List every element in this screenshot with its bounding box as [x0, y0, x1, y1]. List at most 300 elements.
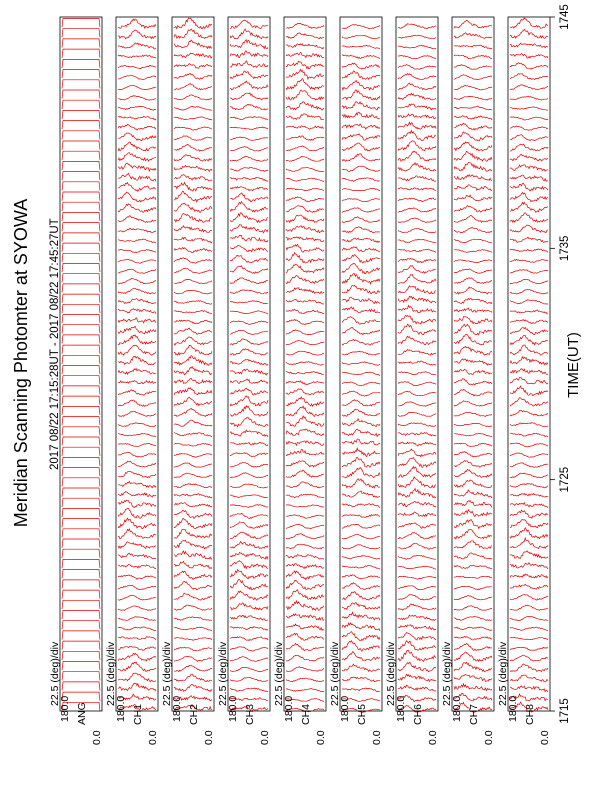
panel-channel-name: ANG — [76, 702, 88, 725]
scan-trace — [62, 315, 100, 324]
scan-trace — [286, 264, 324, 273]
panel-frame — [60, 17, 102, 711]
panel-y-bottom-label: 0.0 — [483, 730, 495, 745]
scan-trace — [342, 362, 380, 366]
scan-trace — [342, 238, 380, 243]
panel-scale-label: 22.5 (deg)/div — [385, 641, 397, 706]
scan-trace — [454, 510, 492, 517]
scan-trace — [454, 684, 492, 691]
scan-trace — [174, 18, 212, 29]
x-tick-label: 1735 — [559, 235, 571, 262]
scan-trace — [454, 520, 492, 529]
scan-trace — [342, 439, 380, 445]
scan-trace — [454, 553, 492, 559]
scan-trace — [118, 163, 156, 171]
scan-trace — [174, 175, 212, 181]
scan-trace — [62, 141, 100, 150]
scan-trace — [230, 603, 268, 610]
scan-trace — [510, 85, 548, 90]
x-tick-label: 1745 — [559, 4, 571, 30]
scan-trace — [62, 457, 100, 466]
scan-trace — [230, 463, 268, 468]
scan-trace — [118, 575, 156, 580]
scan-trace — [398, 412, 436, 416]
scan-trace — [118, 390, 156, 395]
scan-trace — [454, 151, 492, 161]
scan-trace — [398, 433, 436, 437]
panel-ch2 — [161, 17, 215, 745]
scan-trace — [62, 121, 100, 130]
scan-trace — [342, 45, 380, 48]
scan-trace — [118, 106, 156, 110]
scan-trace — [510, 154, 548, 161]
scan-trace — [286, 643, 324, 650]
scan-trace — [342, 409, 380, 416]
scan-trace — [510, 664, 548, 672]
scan-trace — [398, 46, 436, 49]
scan-trace — [62, 90, 100, 99]
scan-trace — [230, 278, 268, 284]
scan-trace — [398, 258, 436, 262]
scan-trace — [454, 227, 492, 233]
scan-trace — [230, 637, 268, 641]
scan-trace — [230, 81, 268, 90]
scan-trace — [454, 674, 492, 681]
scan-trace — [230, 330, 268, 334]
scan-trace — [510, 637, 548, 640]
chart-title: Meridian Scanning Photomter at SYOWA — [11, 198, 31, 528]
scan-trace — [398, 662, 436, 671]
scan-trace — [510, 433, 548, 437]
scan-trace — [342, 188, 380, 190]
scan-trace — [230, 256, 268, 263]
scan-trace — [230, 301, 268, 304]
scan-trace — [286, 79, 324, 90]
scan-trace — [230, 137, 268, 140]
scan-trace — [342, 677, 380, 682]
scan-trace — [342, 448, 380, 456]
scan-trace — [510, 574, 548, 578]
scan-trace — [510, 183, 548, 191]
scan-trace — [286, 197, 324, 202]
scan-trace — [62, 488, 100, 497]
scan-trace — [230, 71, 268, 79]
scan-trace — [286, 482, 324, 488]
scan-trace — [510, 463, 548, 468]
scan-trace — [510, 237, 548, 242]
scan-trace — [118, 433, 156, 436]
scan-trace — [286, 534, 324, 539]
scan-trace — [62, 468, 100, 477]
scan-trace — [454, 142, 492, 151]
scan-trace — [342, 351, 380, 355]
scan-trace — [118, 452, 156, 457]
scan-trace — [62, 559, 100, 568]
scan-trace — [342, 623, 380, 631]
scan-trace — [286, 215, 324, 223]
scan-trace — [118, 356, 156, 365]
panel-y-top-label: 180.0 — [171, 695, 183, 722]
scan-trace — [118, 239, 156, 243]
scan-trace — [62, 600, 100, 609]
panel-scale-label: 22.5 (deg)/div — [217, 641, 229, 706]
scan-trace — [62, 611, 100, 620]
scan-trace — [454, 45, 492, 49]
scan-trace — [230, 430, 268, 437]
scan-trace — [454, 75, 492, 80]
scan-trace — [286, 351, 324, 355]
scan-trace — [118, 518, 156, 528]
scan-trace — [230, 473, 268, 478]
scan-trace — [118, 585, 156, 589]
scan-trace — [174, 551, 212, 559]
scan-trace — [62, 651, 100, 660]
scan-trace — [286, 52, 324, 57]
scan-trace — [286, 319, 324, 324]
scan-trace — [286, 206, 324, 213]
scan-trace — [342, 457, 380, 467]
scan-trace — [342, 263, 380, 273]
scan-trace — [342, 297, 380, 303]
scan-trace — [454, 85, 492, 90]
scan-trace — [62, 39, 100, 48]
scan-trace — [230, 235, 268, 242]
scan-trace — [510, 310, 548, 314]
scan-trace — [62, 631, 100, 640]
scan-trace — [454, 389, 492, 396]
panel-y-top-label: 180.0 — [395, 695, 407, 722]
scan-trace — [118, 299, 156, 304]
scan-trace — [454, 423, 492, 426]
scan-trace — [454, 324, 492, 334]
scan-trace — [174, 378, 212, 383]
scan-trace — [342, 55, 380, 59]
scan-trace — [342, 534, 380, 539]
scan-trace — [510, 43, 548, 48]
scan-trace — [118, 124, 156, 130]
scan-trace — [118, 646, 156, 650]
scan-trace — [62, 355, 100, 364]
scan-trace — [286, 667, 324, 672]
panel-y-top-label: 180.0 — [59, 695, 71, 722]
scan-trace — [174, 182, 212, 191]
scan-trace — [342, 124, 380, 129]
scan-trace — [118, 250, 156, 253]
scan-trace — [174, 674, 212, 682]
scan-trace — [230, 379, 268, 383]
scan-trace — [454, 443, 492, 446]
scan-trace — [174, 665, 212, 672]
scan-trace — [342, 612, 380, 620]
scan-trace — [510, 410, 548, 416]
scan-trace — [454, 346, 492, 355]
scan-trace — [62, 19, 100, 28]
scan-trace — [230, 127, 268, 130]
scan-trace — [174, 571, 212, 580]
scan-trace — [286, 580, 324, 589]
scan-trace — [62, 580, 100, 589]
scan-trace — [454, 298, 492, 304]
scan-trace — [510, 107, 548, 110]
scan-trace — [62, 662, 100, 671]
panels-group — [49, 17, 551, 745]
scan-trace — [230, 20, 268, 28]
scan-trace — [230, 657, 268, 662]
scan-trace — [454, 433, 492, 437]
scan-trace — [454, 20, 492, 28]
scan-trace — [230, 246, 268, 252]
scan-trace — [174, 84, 212, 90]
scan-trace — [342, 603, 380, 610]
scan-trace — [230, 202, 268, 212]
scan-trace — [510, 386, 548, 396]
scan-trace — [230, 40, 268, 49]
scan-trace — [118, 259, 156, 263]
scan-trace — [342, 545, 380, 549]
scan-trace — [118, 444, 156, 447]
scan-trace — [62, 549, 100, 558]
scan-trace — [230, 290, 268, 294]
scan-trace — [454, 163, 492, 172]
scan-trace — [398, 296, 436, 303]
scan-trace — [174, 494, 212, 498]
scan-trace — [118, 19, 156, 28]
scan-trace — [342, 575, 380, 579]
scan-trace — [62, 345, 100, 354]
scan-trace — [174, 320, 212, 324]
panel-y-bottom-label: 0.0 — [203, 730, 215, 745]
scan-trace — [398, 176, 436, 182]
scan-trace — [510, 290, 548, 295]
scan-trace — [118, 288, 156, 294]
scan-trace — [342, 154, 380, 162]
scan-trace — [398, 163, 436, 171]
panel-channel-name: CH6 — [412, 703, 424, 725]
scan-trace — [174, 127, 212, 130]
scan-trace — [286, 136, 324, 141]
scan-trace — [286, 340, 324, 345]
scan-trace — [174, 484, 212, 488]
scan-trace — [62, 570, 100, 579]
scan-trace — [286, 372, 324, 375]
panel-scale-label: 22.5 (deg)/div — [497, 641, 509, 706]
scan-trace — [230, 505, 268, 508]
scan-trace — [174, 226, 212, 233]
scan-trace — [62, 539, 100, 548]
scan-trace — [118, 529, 156, 539]
scan-trace — [62, 478, 100, 487]
scan-trace — [342, 143, 380, 151]
scan-trace — [118, 278, 156, 284]
scan-trace — [510, 213, 548, 223]
scan-trace — [118, 653, 156, 661]
panel-y-bottom-label: 0.0 — [539, 730, 551, 745]
scan-trace — [174, 356, 212, 366]
scan-trace — [342, 35, 380, 39]
scan-trace — [342, 664, 380, 671]
scan-trace — [398, 382, 436, 386]
scan-trace — [286, 555, 324, 560]
scan-trace — [342, 524, 380, 528]
scan-trace — [510, 563, 548, 569]
scan-trace — [454, 662, 492, 671]
scan-trace — [398, 544, 436, 550]
trace-group — [230, 20, 268, 711]
scan-trace — [510, 510, 548, 518]
scan-trace — [286, 441, 324, 446]
scan-trace — [454, 501, 492, 508]
scan-trace — [510, 675, 548, 682]
scan-trace — [174, 40, 212, 48]
scan-trace — [510, 269, 548, 273]
scan-trace — [118, 55, 156, 58]
scan-trace — [286, 689, 324, 692]
scan-trace — [398, 501, 436, 507]
scan-trace — [174, 397, 212, 406]
scan-trace — [342, 274, 380, 284]
scan-trace — [286, 449, 324, 455]
scan-trace — [286, 288, 324, 294]
scan-trace — [454, 132, 492, 141]
scan-trace — [398, 685, 436, 691]
scan-trace — [398, 532, 436, 539]
scan-trace — [118, 269, 156, 273]
scan-trace — [454, 636, 492, 640]
scan-trace — [510, 686, 548, 692]
scan-trace — [342, 429, 380, 436]
scan-trace — [510, 503, 548, 508]
scan-trace — [510, 345, 548, 355]
scan-trace — [398, 350, 436, 356]
scan-trace — [398, 336, 436, 345]
scan-trace — [342, 134, 380, 140]
scan-trace — [342, 566, 380, 570]
panel-ch7 — [441, 17, 495, 745]
panel-scale-label: 22.5 (deg)/div — [273, 641, 285, 706]
scan-trace — [398, 467, 436, 478]
scan-trace — [286, 178, 324, 181]
scan-trace — [510, 647, 548, 650]
scan-trace — [62, 621, 100, 630]
scan-trace — [118, 335, 156, 345]
scan-trace — [398, 104, 436, 110]
trace-group — [174, 18, 212, 710]
scan-trace — [286, 275, 324, 283]
scan-trace — [230, 513, 268, 518]
scan-trace — [398, 595, 436, 600]
scan-trace — [510, 320, 548, 324]
scan-trace — [454, 379, 492, 385]
scan-trace — [286, 244, 324, 252]
panel-y-bottom-label: 0.0 — [259, 730, 271, 745]
scan-trace — [454, 216, 492, 223]
scan-trace — [454, 413, 492, 417]
panel-y-top-label: 180.0 — [283, 695, 295, 722]
scan-trace — [510, 29, 548, 38]
scan-trace — [342, 255, 380, 263]
scan-trace — [510, 398, 548, 407]
scan-trace — [118, 173, 156, 181]
scan-trace — [174, 503, 212, 507]
scan-trace — [286, 470, 324, 477]
scan-trace — [398, 512, 436, 516]
trace-group — [510, 18, 548, 712]
scan-trace — [398, 208, 436, 213]
scan-trace — [454, 250, 492, 253]
scan-trace — [118, 683, 156, 691]
scan-trace — [230, 627, 268, 631]
scan-trace — [62, 417, 100, 426]
scan-trace — [230, 93, 268, 100]
scan-trace — [230, 311, 268, 314]
scan-trace — [230, 146, 268, 151]
scan-trace — [510, 493, 548, 497]
scan-trace — [398, 391, 436, 396]
scan-trace — [454, 401, 492, 407]
scan-trace — [286, 544, 324, 549]
scan-trace — [510, 327, 548, 334]
scan-trace — [286, 524, 324, 529]
scan-trace — [62, 253, 100, 262]
scan-trace — [62, 264, 100, 273]
scan-trace — [286, 381, 324, 385]
scan-trace — [510, 595, 548, 601]
scan-trace — [286, 515, 324, 518]
panel-y-bottom-label: 0.0 — [427, 730, 439, 745]
scan-trace — [62, 325, 100, 334]
scan-trace — [230, 193, 268, 202]
scan-trace — [62, 366, 100, 375]
scan-trace — [230, 484, 268, 488]
scan-trace — [62, 223, 100, 232]
scan-trace — [286, 300, 324, 305]
scan-trace — [454, 239, 492, 243]
scan-trace — [398, 198, 436, 202]
scan-trace — [398, 361, 436, 365]
scan-trace — [230, 647, 268, 651]
panel-y-top-label: 180.0 — [339, 695, 351, 722]
scan-trace — [62, 672, 100, 681]
scan-trace — [510, 225, 548, 233]
panel-ch8 — [497, 17, 551, 745]
scan-trace — [174, 311, 212, 314]
panel-y-bottom-label: 0.0 — [371, 730, 383, 745]
scan-trace — [118, 662, 156, 671]
scan-trace — [398, 449, 436, 457]
scan-trace — [398, 65, 436, 70]
scan-trace — [174, 248, 212, 253]
scan-trace — [342, 504, 380, 508]
scan-trace — [454, 260, 492, 263]
scan-trace — [286, 678, 324, 682]
scan-trace — [286, 168, 324, 172]
scan-trace — [342, 391, 380, 396]
scan-trace — [62, 304, 100, 313]
panel-ch3 — [217, 17, 271, 745]
scan-trace — [118, 411, 156, 416]
scan-trace — [510, 279, 548, 284]
scan-trace — [510, 135, 548, 141]
scan-trace — [398, 477, 436, 488]
scan-trace — [454, 480, 492, 488]
scan-trace — [454, 55, 492, 59]
x-tick-label: 1715 — [559, 698, 571, 724]
scan-trace — [230, 187, 268, 191]
trace-group — [342, 25, 380, 713]
scan-trace — [118, 423, 156, 427]
scan-trace — [118, 30, 156, 39]
panel-y-top-label: 180.0 — [451, 695, 463, 722]
